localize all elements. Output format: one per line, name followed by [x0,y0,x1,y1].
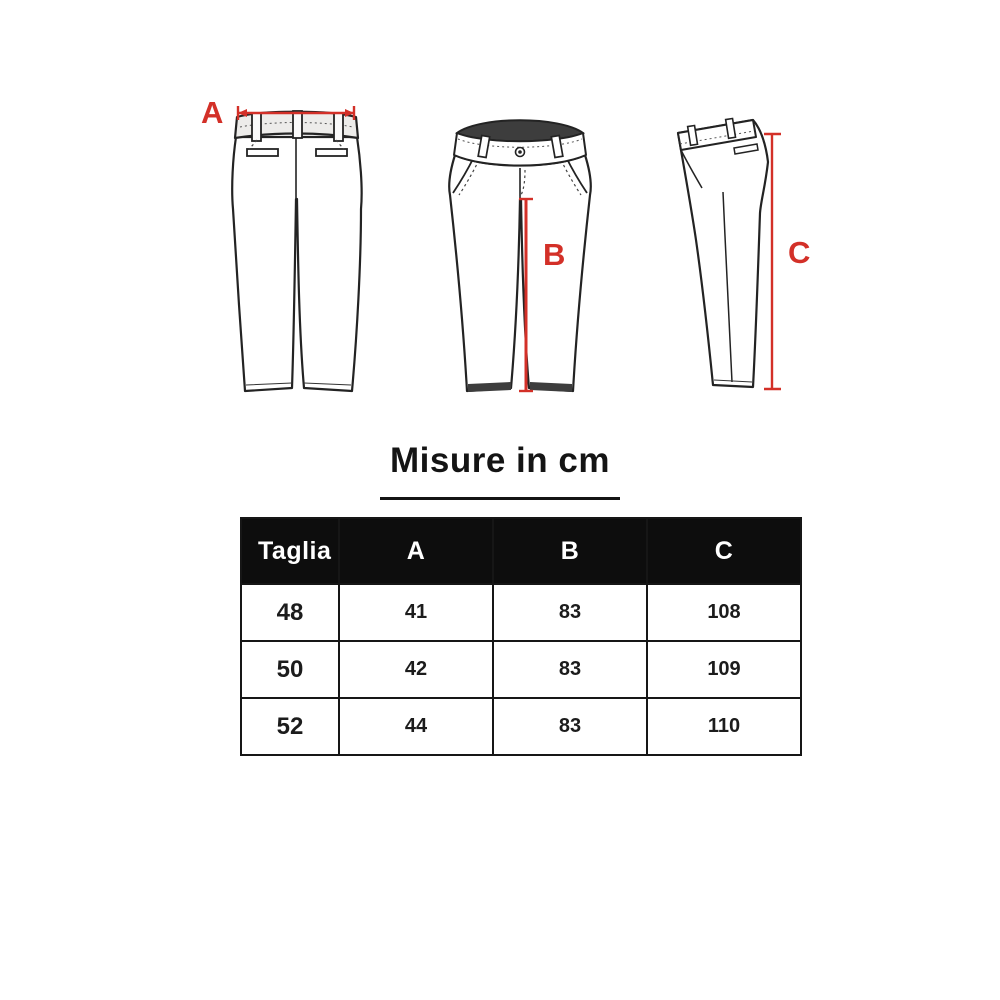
size-cell: 50 [241,641,339,698]
title-underline [380,497,620,500]
value-cell: 83 [493,698,647,755]
value-cell: 41 [339,584,493,641]
page-title: Misure in cm [390,441,610,480]
header-a: A [339,518,493,584]
table-row [241,584,801,641]
value-cell: 110 [647,698,801,755]
value-cell: 109 [647,641,801,698]
value-cell: 42 [339,641,493,698]
pants-back-view-drawing [200,95,370,405]
value-cell: 83 [493,584,647,641]
size-table-header-row [241,518,801,584]
header-b: B [493,518,647,584]
table-row [241,641,801,698]
pants-side-view-drawing [660,100,790,400]
size-cell: 52 [241,698,339,755]
table-row [241,698,801,755]
header-taglia: Taglia [241,518,339,584]
value-cell: 44 [339,698,493,755]
header-c: C [647,518,801,584]
size-table [240,517,802,756]
measure-label-a: A [201,95,224,130]
measure-label-c: C [788,235,811,270]
value-cell: 83 [493,641,647,698]
pants-front-view-drawing [440,95,610,405]
value-cell: 108 [647,584,801,641]
measure-label-b: B [543,237,566,272]
size-cell: 48 [241,584,339,641]
